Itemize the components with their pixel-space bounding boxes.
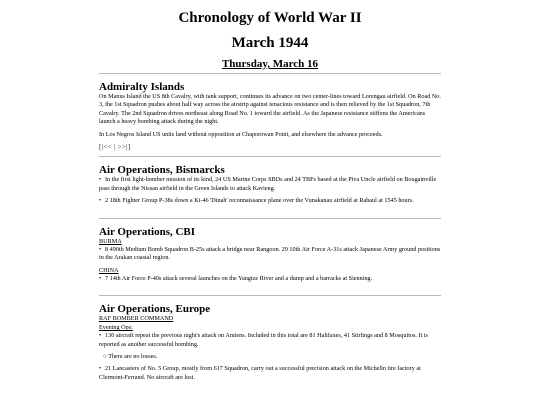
bullet-icon: • [99,197,102,205]
nav-links[interactable]: [|<< | >>|] [99,142,131,151]
bullet-icon: • [99,365,102,373]
bullet-icon: • [99,275,102,283]
list-item: • 2 18th Fighter Group P-38s down a Ki-46 'Dinah' reconnaissance plane over the Vunakanau airfield at Rabaul at 1545 hours. [99,197,414,205]
bullet-icon: • [99,332,102,340]
bullet-icon: • [99,245,102,253]
list-item: • 21 Lancasters of No. 5 Group, mostly from 617 Squadron, carry out a successful precision attack on the Michelin tire factory at Clermont-Ferrand. No aircraft are lost. [99,365,421,381]
list-item: • 8 490th Medium Bomb Squadron B-25s attack a bridge near Rangoon. 29 10th Air Force A-31s attack Japanese Army ground positions in the Arakan coastal region. [99,245,441,262]
list-item: • In the first light-bomber mission of its kind, 24 US Marine Corps SBDs and 24 TBFs based at the Piva Uncle airfield on Bougainville pass through the Nissan airfield in the Green Islands to attack Kavieng. [99,176,437,192]
circle-bullet-icon: ○ [103,352,107,360]
page-title: Chronology of World War II [178,10,362,26]
day-heading: Thursday, March 16 [221,58,319,70]
list-item: • 130 aircraft repeat the previous night's attack on Amiens. Included in this total are 81 Halifaxes, 41 Stirlings and 8 Mosquitos. It is reported as another successful bombing. [99,332,428,348]
paragraph: On Manus Island the US 8th Cavalry, with tank support, continues its advance on two center-lines toward Lorengau airfield. On Road No. 3, the 1st Squadron pushes about half way across the airstrip against tenacious resistance and is then relieved by the 1st Squadron, 7th Cavalry. The 2nd Squadron drives northeast along Road No. 1 toward the airfield. As the Japanese resistance stiffens the Americans launch a heavy bombing attack during the night. [99,93,441,126]
month-heading: March 1944 [231,35,309,51]
subheading-evening-ops: Evening Ops: [99,323,133,331]
chronology-content [99,73,441,382]
section-air-ops-cbi [99,226,441,284]
section-admiralty-islands [99,81,441,152]
list-item: • 7 14th Air Force P-40s attack several launches on the Yangtze River and a dump and a barracks at Sienning. [99,275,373,283]
subheading-china: CHINA [99,266,119,274]
subheading-burma: BURMA [99,237,122,245]
subheading-raf-bomber-command: RAF BOMBER COMMAND [99,315,174,323]
section-air-ops-europe [99,303,441,382]
section-title: Air Operations, Europe [99,303,211,316]
paragraph: In Los Negros Island US units land without opposition at Chaporowan Point, and elsewhere the advance proceeds. [99,130,383,138]
section-title: Air Operations, CBI [99,225,196,238]
section-title: Admiralty Islands [99,81,185,93]
section-air-ops-bismarcks [99,164,441,205]
section-title: Air Operations, Bismarcks [99,164,225,177]
bullet-icon: • [99,176,102,184]
sub-list-item: ○ There are no losses. [103,352,158,360]
